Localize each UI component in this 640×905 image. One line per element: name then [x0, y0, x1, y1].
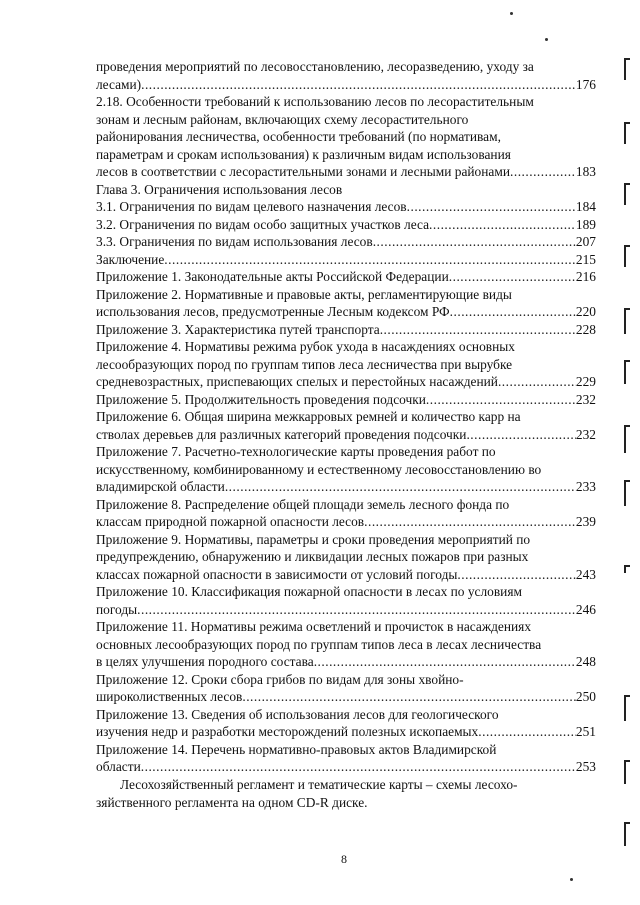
dot-leader: [498, 373, 576, 391]
toc-entry-leader-line: [96, 688, 596, 706]
toc-page-number: 220: [575, 304, 596, 319]
toc-page-number: 250: [575, 689, 596, 704]
dot-leader: [407, 198, 576, 216]
toc-entry-leader-line: [96, 163, 596, 181]
scan-speck: [570, 878, 573, 881]
dot-leader: [141, 758, 576, 776]
toc-entry-line: лесообразующих пород по группам типов леса лесничества при вырубке: [96, 356, 513, 372]
dot-leader: [457, 566, 576, 584]
toc-entry-leader-line: [96, 758, 596, 776]
toc-entry: [96, 251, 596, 269]
toc-page-number: 233: [575, 479, 596, 494]
toc-page-number: 216: [575, 269, 596, 284]
toc-entry-line: районирования лесничества, особенности требований (по нормативам,: [96, 129, 501, 144]
toc-page-number: 184: [575, 199, 596, 214]
toc-entry-line: Приложение 4. Нормативы режима рубок ухода в насаждениях основных: [96, 339, 515, 354]
toc-entry-text: погоды: [96, 601, 138, 617]
toc-page-number: 232: [575, 426, 596, 442]
dot-leader: [510, 163, 576, 181]
toc-page-number: 248: [575, 654, 596, 669]
final-note-line-1: Лесохозяйственный регламент и тематические карты – схемы лесохо-: [120, 777, 518, 792]
toc-entry-text: 3.1. Ограничения по видам целевого назначения лесов: [96, 199, 407, 214]
toc-entry-leader-line: [96, 566, 596, 584]
dot-leader: [137, 601, 576, 619]
toc-entry: [96, 268, 596, 286]
toc-entry-line: Приложение 13. Сведения об использования лесов для геологического: [96, 706, 499, 722]
toc-entry: [96, 181, 596, 199]
toc-entry-line: зонам и лесным районам, включающих схему лесорастительного: [96, 111, 469, 127]
dot-leader: [314, 653, 576, 671]
toc-entry-leader-line: [96, 216, 596, 234]
toc-entry: [96, 408, 596, 443]
toc-entry: [96, 443, 596, 496]
toc-entry-text: классах пожарной опасности в зависимости от условий погоды: [96, 566, 458, 582]
toc-entry: [96, 618, 596, 671]
toc-entry-leader-line: [96, 303, 596, 321]
toc-entry-text: лесов в соответствии с лесорастительными зонами и лесными районами: [96, 164, 510, 179]
binding-mark: [624, 822, 630, 846]
toc-entry: [96, 531, 596, 584]
toc-entry-line: Приложение 7. Расчетно-технологические карты проведения работ по: [96, 444, 496, 459]
binding-mark: [624, 425, 630, 453]
toc-entry-leader-line: [96, 268, 596, 286]
toc-page-number: 232: [575, 391, 596, 407]
toc-entry-text: классам природной пожарной опасности лесов: [96, 514, 365, 529]
toc-entry-text: стволах деревьев для различных категорий проведения подсочки: [96, 426, 467, 442]
toc-entry-line: основных лесообразующих пород по группам типов леса в лесах лесничества: [96, 636, 542, 652]
toc-entry: [96, 93, 596, 181]
toc-entry: [96, 321, 596, 339]
dot-leader: [373, 233, 576, 251]
binding-mark: [624, 122, 630, 144]
toc-entry-leader-line: [96, 478, 596, 496]
toc-entry: [96, 671, 596, 706]
dot-leader: [429, 216, 576, 234]
binding-mark: [624, 183, 630, 205]
toc-entry-line: искусственному, комбинированному и естественному лесовосстановлению во: [96, 461, 542, 477]
toc-entry-text: широколиственных лесов: [96, 689, 243, 704]
toc-page-number: 189: [575, 216, 596, 232]
dot-leader: [242, 688, 576, 706]
toc-entry-text: 3.2. Ограничения по видам особо защитных участков леса: [96, 216, 430, 232]
toc-entry-text: владимирской области: [96, 479, 225, 494]
toc-entry-text: изучения недр и разработки месторождений полезных ископаемых: [96, 724, 479, 739]
toc-page-number: 243: [575, 566, 596, 582]
dot-leader: [164, 251, 576, 269]
toc-entry: [96, 496, 596, 531]
scan-speck: [545, 38, 548, 41]
toc-entry-text: использования лесов, предусмотренные Лесным кодексом РФ: [96, 304, 450, 319]
toc-entry-text: в целях улучшения породного состава: [96, 654, 314, 669]
dot-leader: [141, 76, 576, 94]
toc-entry-leader-line: [96, 321, 596, 339]
toc-entry-line: параметрам и срокам использования) к различным видам использования: [96, 146, 511, 162]
final-note-line-2: зяйственного регламента на одном CD-R диске.: [96, 794, 368, 810]
toc-entry-line: 2.18. Особенности требований к использованию лесов по лесорастительным: [96, 94, 534, 109]
dot-leader: [380, 321, 576, 339]
toc-entry-text: Заключение: [96, 251, 165, 267]
dot-leader: [449, 268, 576, 286]
toc-entry: [96, 706, 596, 741]
toc-entry-text: лесами): [96, 76, 142, 92]
toc-entry-leader-line: [96, 373, 596, 391]
toc-entry-line: Приложение 12. Сроки сбора грибов по видам для зоны хвойно-: [96, 671, 464, 687]
binding-mark: [624, 308, 630, 334]
dot-leader: [225, 478, 576, 496]
dot-leader: [364, 513, 576, 531]
toc-entry: [96, 338, 596, 391]
toc-entry-line: Приложение 8. Распределение общей площади земель лесного фонда по: [96, 496, 510, 512]
binding-mark: [624, 565, 630, 573]
toc-entry: [96, 741, 596, 776]
binding-mark: [624, 245, 630, 267]
toc-entry-leader-line: [96, 426, 596, 444]
toc-entry-leader-line: [96, 723, 596, 741]
table-of-contents: [96, 58, 596, 776]
binding-mark: [624, 360, 630, 384]
toc-entry: [96, 286, 596, 321]
toc-page-number: 207: [575, 234, 596, 249]
toc-entry-leader-line: [96, 513, 596, 531]
toc-entry-line: Приложение 9. Нормативы, параметры и сроки проведения мероприятий по: [96, 531, 531, 547]
toc-entry: [96, 216, 596, 234]
toc-entry: [96, 198, 596, 216]
scan-speck: [510, 12, 513, 15]
toc-entry: [96, 583, 596, 618]
binding-mark: [624, 480, 630, 506]
toc-entry: [96, 58, 596, 93]
toc-page-number: 229: [575, 374, 596, 389]
toc-entry-leader-line: [96, 251, 596, 269]
toc-page-number: 183: [575, 164, 596, 179]
toc-entry-text: 3.3. Ограничения по видам использования лесов: [96, 234, 373, 249]
dot-leader: [466, 426, 575, 444]
binding-mark: [624, 58, 630, 80]
toc-entry-leader-line: [96, 76, 596, 94]
toc-entry-text: Приложение 5. Продолжительность проведения подсочки: [96, 391, 426, 407]
toc-entry-text: Приложение 1. Законодательные акты Российской Федерации: [96, 269, 449, 284]
toc-page-number: 253: [575, 759, 596, 774]
toc-entry-line: предупреждению, обнаружению и ликвидации лесных пожаров при разных: [96, 549, 529, 564]
final-note: [96, 776, 596, 811]
binding-mark: [624, 695, 630, 721]
page-number: 8: [341, 852, 347, 866]
binding-mark: [624, 760, 630, 784]
toc-entry-leader-line: [96, 198, 596, 216]
dot-leader: [426, 391, 576, 409]
toc-page-number: 215: [575, 251, 596, 267]
toc-entry-leader-line: [96, 391, 596, 409]
dot-leader: [478, 723, 576, 741]
toc-entry-line: Глава 3. Ограничения использования лесов: [96, 181, 343, 197]
toc-page-number: 239: [575, 514, 596, 529]
toc-entry-line: Приложение 2. Нормативные и правовые акты, регламентирующие виды: [96, 286, 512, 302]
toc-entry-line: Приложение 10. Классификация пожарной опасности в лесах по условиям: [96, 584, 522, 599]
toc-entry: [96, 391, 596, 409]
toc-entry-line: Приложение 14. Перечень нормативно-правовых актов Владимирской: [96, 741, 497, 757]
toc-entry-leader-line: [96, 233, 596, 251]
dot-leader: [450, 303, 576, 321]
toc-page-number: 228: [575, 321, 596, 337]
toc-page-number: 246: [575, 601, 596, 617]
toc-entry-text: области: [96, 759, 141, 774]
toc-entry: [96, 233, 596, 251]
toc-entry-text: средневозрастных, приспевающих спелых и перестойных насаждений: [96, 374, 498, 389]
toc-entry-leader-line: [96, 601, 596, 619]
toc-entry-line: проведения мероприятий по лесовосстановлению, лесоразведению, уходу за: [96, 59, 534, 74]
toc-entry-line: Приложение 11. Нормативы режима осветлений и прочисток в насаждениях: [96, 619, 532, 634]
toc-entry-line: Приложение 6. Общая ширина межкарровых ремней и количество карр на: [96, 409, 521, 424]
toc-entry-text: Приложение 3. Характеристика путей транспорта: [96, 321, 380, 337]
toc-entry-leader-line: [96, 653, 596, 671]
toc-page-number: 251: [575, 724, 596, 739]
toc-page-number: 176: [575, 76, 596, 92]
